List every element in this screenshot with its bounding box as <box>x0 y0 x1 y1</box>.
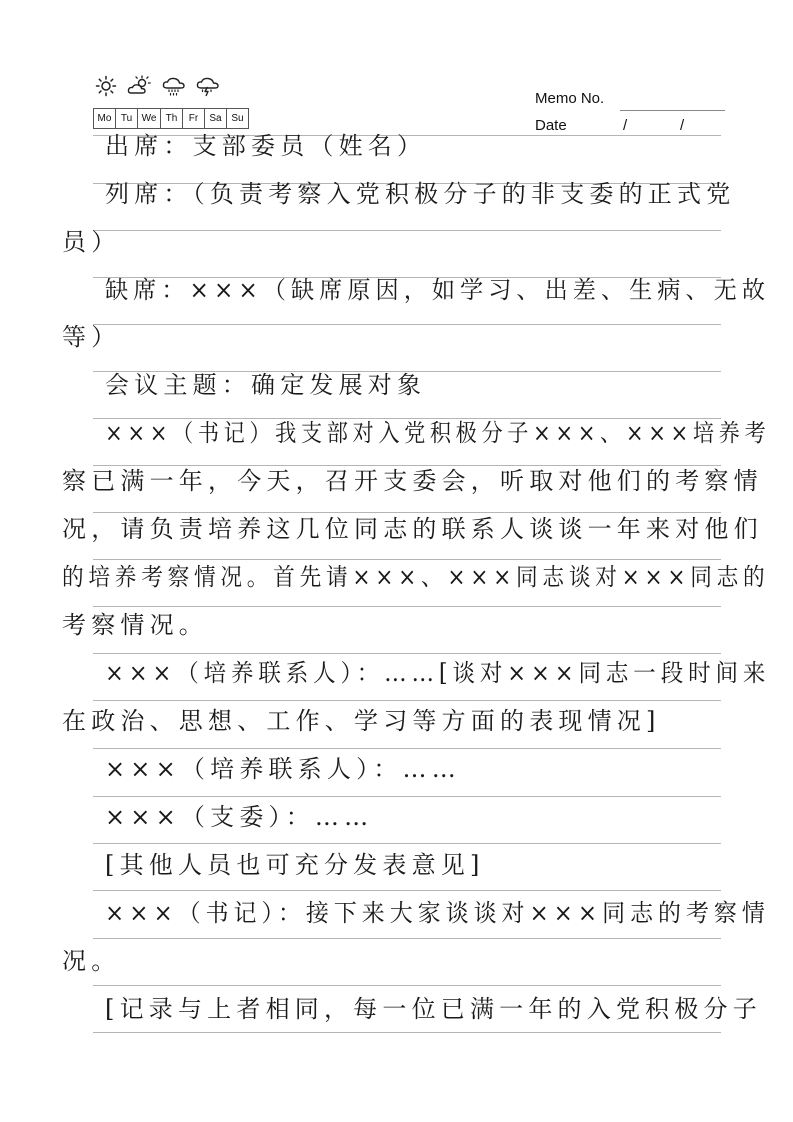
ruled-line <box>93 843 721 844</box>
ruled-line <box>93 324 721 325</box>
text-line-record-note: [记录与上者相同，每一位已满一年的入党积极分子 <box>105 995 762 1023</box>
weather-icons <box>93 74 221 98</box>
memo-date-block <box>535 88 725 139</box>
text-line-others: [其他人员也可充分发表意见] <box>105 851 485 879</box>
text-line-absent: 缺席：×××（缺席原因，如学习、出差、生病、无故 <box>105 276 771 304</box>
ruled-line <box>93 985 721 986</box>
weekday-selector <box>93 108 248 129</box>
sunny-icon[interactable] <box>93 74 119 98</box>
ruled-line <box>93 700 721 701</box>
ruled-line <box>93 938 721 939</box>
weekday-friday[interactable]: Fr <box>182 108 205 129</box>
partly-cloudy-icon[interactable] <box>127 74 153 98</box>
weekday-tuesday[interactable]: Tu <box>115 108 138 129</box>
text-line-observers: 列席：（负责考察入党积极分子的非支委的正式党 <box>105 180 736 208</box>
ruled-line <box>93 606 721 607</box>
text-line-secretary-next-cont: 况。 <box>62 947 121 975</box>
ruled-line <box>93 1032 721 1033</box>
text-line-secretary-5: 考察情况。 <box>62 611 208 639</box>
text-line-secretary-2: 察已满一年，今天，召开支委会，听取对他们的考察情 <box>62 467 763 495</box>
ruled-line <box>93 748 721 749</box>
weekday-sunday[interactable]: Su <box>226 108 249 129</box>
date-separator-1: / <box>623 117 628 134</box>
ruled-line <box>93 653 721 654</box>
memo-number-field[interactable] <box>535 88 725 112</box>
text-line-contact-1: ×××（培养联系人）：……[谈对×××同志一段时间来 <box>105 659 771 687</box>
text-line-attendees: 出席：支部委员（姓名） <box>105 132 427 160</box>
text-line-absent-cont: 等） <box>62 323 121 351</box>
date-label: Date <box>535 117 567 134</box>
ruled-line <box>93 512 721 513</box>
weekday-saturday[interactable]: Sa <box>204 108 227 129</box>
weekday-monday[interactable]: Mo <box>93 108 116 129</box>
weekday-thursday[interactable]: Th <box>160 108 183 129</box>
ruled-line <box>93 890 721 891</box>
text-line-contact-2: ×××（培养联系人）：…… <box>105 755 461 783</box>
text-line-secretary-next: ×××（书记）：接下来大家谈谈对×××同志的考察情 <box>105 899 770 927</box>
memo-label: Memo No. <box>535 90 605 107</box>
text-line-observers-cont: 员） <box>62 228 121 256</box>
memo-underline <box>620 110 725 111</box>
text-line-contact-1-cont: 在政治、思想、工作、学习等方面的表现情况] <box>62 707 661 735</box>
weekday-wednesday[interactable]: We <box>137 108 161 129</box>
text-line-committee: ×××（支委）：…… <box>105 803 374 831</box>
text-line-secretary-4: 的培养考察情况。首先请×××、×××同志谈对×××同志的 <box>62 563 770 591</box>
text-line-meeting-topic: 会议主题：确定发展对象 <box>105 371 427 399</box>
text-line-secretary-3: 况，请负责培养这几位同志的联系人谈谈一年来对他们 <box>62 515 763 543</box>
ruled-line <box>93 559 721 560</box>
date-separator-2: / <box>680 117 685 134</box>
ruled-line <box>93 230 721 231</box>
rain-icon[interactable] <box>161 74 187 98</box>
text-line-secretary-1: ×××（书记）我支部对入党积极分子×××、×××培养考 <box>105 419 771 447</box>
thunderstorm-icon[interactable] <box>195 74 221 98</box>
ruled-line <box>93 796 721 797</box>
